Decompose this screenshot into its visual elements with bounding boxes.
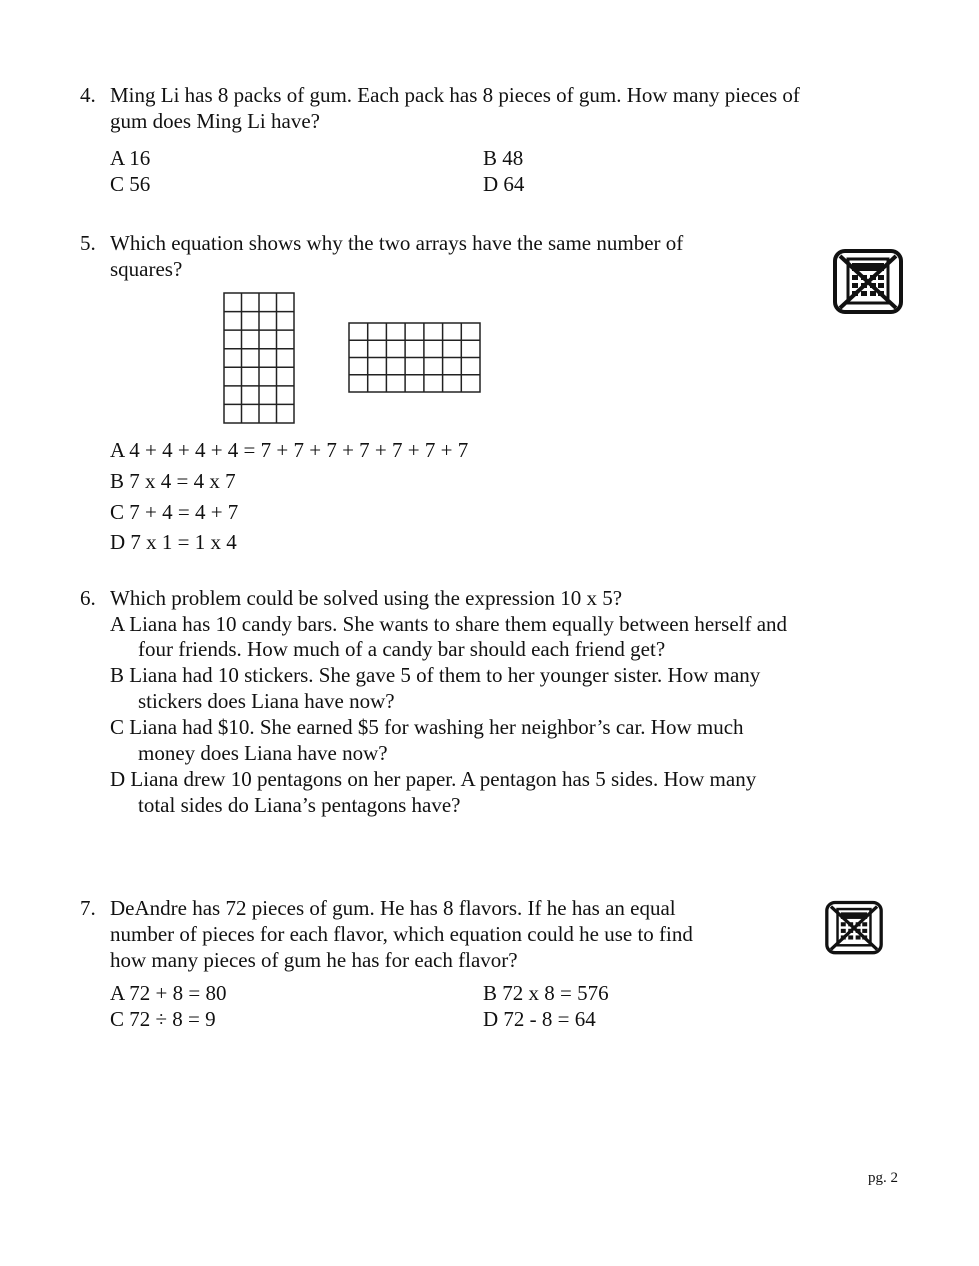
question-4-option-b: B 48: [483, 146, 524, 170]
no-calculator-icon: [824, 900, 884, 956]
question-7-option-b: B 72 x 8 = 576: [483, 981, 609, 1005]
question-5-option-a: A 4 + 4 + 4 + 4 = 7 + 7 + 7 + 7 + 7 + 7 + 7: [110, 438, 469, 462]
question-6-option-b-line1: B Liana had 10 stickers. She gave 5 of them to her younger sister. How many: [110, 663, 761, 687]
question-5-option-d: D 7 x 1 = 1 x 4: [110, 530, 237, 554]
question-6-option-d-line1: D Liana drew 10 pentagons on her paper. A pentagon has 5 sides. How many: [110, 767, 757, 791]
array-7-by-4-horizontal: [348, 322, 482, 394]
question-7-text-line2: number of pieces for each flavor, which equation could he use to find: [110, 922, 693, 946]
question-5-number: 5.: [80, 231, 96, 255]
question-6-number: 6.: [80, 586, 96, 610]
question-5-option-b: B 7 x 4 = 4 x 7: [110, 469, 236, 493]
question-6-option-a-line2: four friends. How much of a candy bar should each friend get?: [138, 637, 666, 661]
question-4-text-line2: gum does Ming Li have?: [110, 109, 320, 133]
question-5-text-line2: squares?: [110, 257, 183, 281]
question-7-option-c: C 72 ÷ 8 = 9: [110, 1007, 216, 1031]
question-6-option-d-line2: total sides do Liana’s pentagons have?: [138, 793, 461, 817]
question-7-number: 7.: [80, 896, 96, 920]
question-4-option-c: C 56: [110, 172, 151, 196]
question-4-option-a: A 16: [110, 146, 151, 170]
page-number: pg. 2: [868, 1170, 898, 1186]
question-7-text-line3: how many pieces of gum he has for each flavor?: [110, 948, 518, 972]
question-6-option-a-line1: A Liana has 10 candy bars. She wants to share them equally between herself and: [110, 612, 788, 636]
question-5-option-c: C 7 + 4 = 4 + 7: [110, 500, 239, 524]
question-6-option-c-line1: C Liana had $10. She earned $5 for washing her neighbor’s car. How much: [110, 715, 744, 739]
no-calculator-icon: [832, 248, 904, 316]
question-6-option-c-line2: money does Liana have now?: [138, 741, 388, 765]
array-4-by-7-vertical: [223, 292, 296, 425]
question-6-option-b-line2: stickers does Liana have now?: [138, 689, 395, 713]
question-7-option-d: D 72 - 8 = 64: [483, 1007, 596, 1031]
question-4-text-line1: Ming Li has 8 packs of gum. Each pack has 8 pieces of gum. How many pieces of: [110, 83, 800, 107]
question-7-option-a: A 72 + 8 = 80: [110, 981, 227, 1005]
question-7-text-line1: DeAndre has 72 pieces of gum. He has 8 flavors. If he has an equal: [110, 896, 676, 920]
question-4-option-d: D 64: [483, 172, 525, 196]
question-5-text-line1: Which equation shows why the two arrays have the same number of: [110, 231, 684, 255]
question-4-number: 4.: [80, 83, 96, 107]
question-6-text: Which problem could be solved using the expression 10 x 5?: [110, 586, 623, 610]
